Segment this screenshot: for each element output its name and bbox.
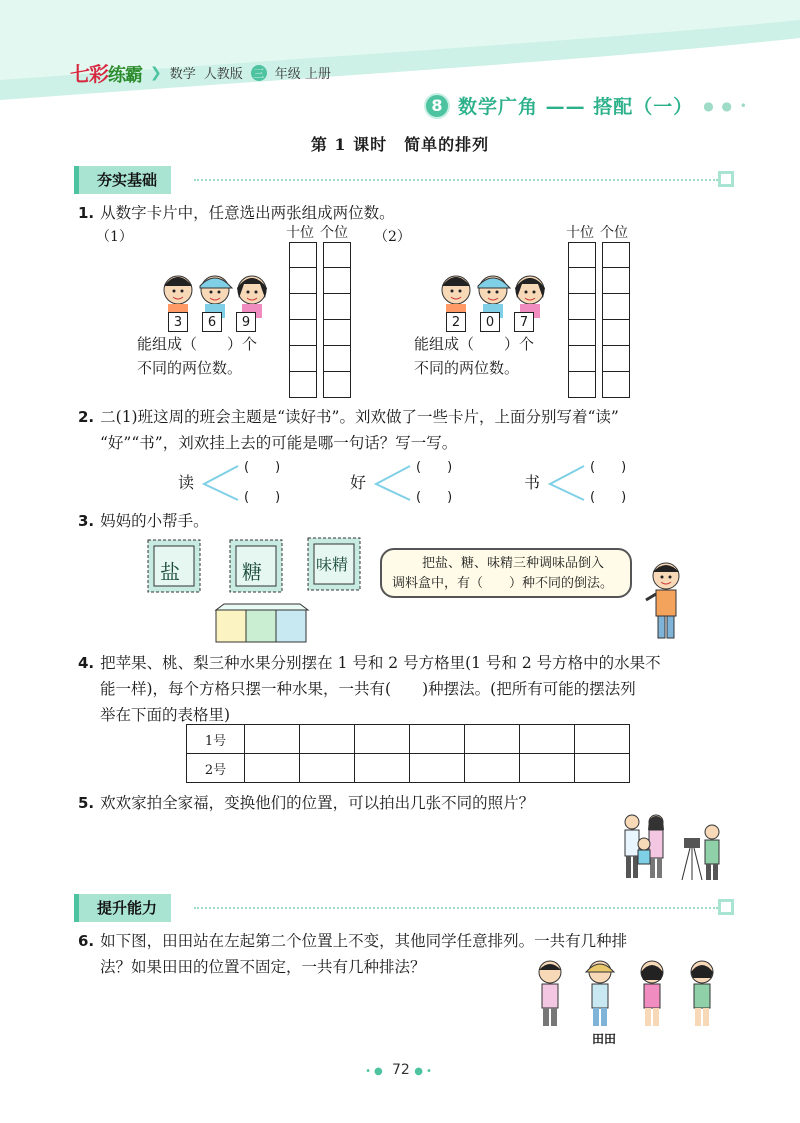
q1-part2-label: （2） xyxy=(374,229,411,245)
brand-logo-sub: 练霸 xyxy=(108,65,142,86)
question-number: 4. xyxy=(78,654,95,672)
family-photo-illustration xyxy=(612,812,728,882)
answer-cell[interactable] xyxy=(568,346,596,372)
table-cell[interactable] xyxy=(575,725,630,754)
section-end-square-icon xyxy=(718,171,734,187)
branch-lines-icon xyxy=(372,462,412,502)
answer-cell[interactable] xyxy=(602,268,630,294)
answer-cell[interactable] xyxy=(568,268,596,294)
digit-cards-1 xyxy=(168,312,256,332)
question-text: 如下图，田田站在左起第二个位置上不变，其他同学任意排列。一共有几种排 xyxy=(100,932,628,950)
digit-card: 9 xyxy=(236,312,256,332)
speech-line: 调料盒中，有（ ）种不同的倒法。 xyxy=(392,576,614,591)
unit-title xyxy=(424,92,749,119)
three-children-illustration xyxy=(160,268,270,318)
question-text: 从数字卡片中，任意选出两张组成两位数。 xyxy=(100,204,395,222)
page-number: 72 xyxy=(391,1062,410,1078)
table-cell[interactable] xyxy=(465,725,520,754)
digit-card: 2 xyxy=(446,312,466,332)
answer-cell[interactable] xyxy=(602,320,630,346)
answer-blank[interactable]: ( ) xyxy=(590,460,627,475)
answer-cell[interactable] xyxy=(568,320,596,346)
section-basic-label: 夯实基础 xyxy=(74,166,171,194)
section-end-square-icon xyxy=(718,899,734,915)
fill-line: 不同的两位数。 xyxy=(137,359,243,377)
ones-header: 个位 xyxy=(320,225,348,241)
fill-line: 能组成（ ）个 xyxy=(414,335,535,353)
table-cell[interactable] xyxy=(465,754,520,783)
fruit-arrangement-table xyxy=(186,724,630,783)
section-divider xyxy=(194,179,718,181)
lesson-title: 第 1 课时 简单的排列 xyxy=(310,135,490,154)
table-cell[interactable] xyxy=(300,754,355,783)
dots-decoration-icon: ●• xyxy=(414,1066,435,1077)
answer-cell[interactable] xyxy=(323,268,351,294)
question-number: 1. xyxy=(78,204,95,222)
ones-header: 个位 xyxy=(600,225,628,241)
unit-title-text: 数学广角 —— 搭配（一） xyxy=(458,96,694,118)
boy-illustration xyxy=(642,560,692,644)
salt-label: 盐 xyxy=(160,560,180,584)
answer-cell[interactable] xyxy=(602,372,630,398)
answer-cell[interactable] xyxy=(289,294,317,320)
chevron-right-icon: ❯ xyxy=(150,64,162,81)
four-students-illustration xyxy=(528,958,728,1030)
table-cell[interactable] xyxy=(520,725,575,754)
table-cell[interactable] xyxy=(355,754,410,783)
answer-blank[interactable]: ( ) xyxy=(590,490,627,505)
question-text: “好”“书”，刘欢挂上去的可能是哪一句话？写一写。 xyxy=(100,434,458,452)
page-number-bar xyxy=(0,1062,800,1078)
question-number: 6. xyxy=(78,932,95,950)
edition-label: 人教版 xyxy=(203,67,243,82)
brand-bar xyxy=(70,58,331,87)
answer-cell[interactable] xyxy=(289,242,317,268)
answer-cell[interactable] xyxy=(323,372,351,398)
seasoning-illustration xyxy=(144,534,374,644)
answer-cell[interactable] xyxy=(602,294,630,320)
table-cell[interactable] xyxy=(575,754,630,783)
tiantian-caption: 田田 xyxy=(592,1032,617,1046)
branch-char: 读 xyxy=(178,473,195,492)
term-label: 年级 上册 xyxy=(274,67,331,82)
answer-cell[interactable] xyxy=(323,294,351,320)
answer-cell[interactable] xyxy=(568,372,596,398)
question-text: 欢欢家拍全家福，变换他们的位置，可以拍出几张不同的照片？ xyxy=(100,794,535,812)
section-advanced-label: 提升能力 xyxy=(74,894,171,922)
answer-cell[interactable] xyxy=(323,320,351,346)
branch-shu xyxy=(524,456,644,506)
answer-cell[interactable] xyxy=(323,346,351,372)
speech-bubble xyxy=(380,548,632,598)
dots-decoration-icon: •● xyxy=(365,1066,392,1077)
digit-card: 0 xyxy=(480,312,500,332)
question-number: 3. xyxy=(78,512,95,530)
branch-char: 书 xyxy=(524,473,541,492)
table-cell[interactable] xyxy=(355,725,410,754)
unit-number-badge: 8 xyxy=(424,93,450,119)
dots-decoration-icon: ● ● • xyxy=(703,98,749,113)
answer-blank[interactable]: ( ) xyxy=(416,460,453,475)
row-header: 1号 xyxy=(187,725,245,754)
table-cell[interactable] xyxy=(245,725,300,754)
branch-lines-icon xyxy=(200,462,240,502)
row-header: 2号 xyxy=(187,754,245,783)
seasoning-box-icon xyxy=(216,604,308,642)
table-cell[interactable] xyxy=(300,725,355,754)
three-children-illustration xyxy=(438,268,548,318)
table-row xyxy=(187,725,630,754)
table-cell[interactable] xyxy=(520,754,575,783)
answer-cell[interactable] xyxy=(568,242,596,268)
question-4 xyxy=(78,650,728,728)
ones-column-1 xyxy=(323,242,351,398)
question-text: 法？如果田田的位置不固定，一共有几种排法？ xyxy=(100,958,426,976)
tens-column-1 xyxy=(289,242,317,398)
fill-line: 能组成（ ）个 xyxy=(137,335,258,353)
fill-line: 不同的两位数。 xyxy=(414,359,520,377)
speech-line: 把盐、糖、味精三种调味品倒入 xyxy=(422,556,605,571)
table-cell[interactable] xyxy=(410,754,465,783)
tens-header: 十位 xyxy=(566,225,594,241)
answer-cell[interactable] xyxy=(323,242,351,268)
answer-blank[interactable]: ( ) xyxy=(244,460,281,475)
answer-cell[interactable] xyxy=(289,320,317,346)
answer-cell[interactable] xyxy=(602,242,630,268)
answer-blank[interactable]: ( ) xyxy=(416,490,453,505)
answer-cell[interactable] xyxy=(289,372,317,398)
brand-logo xyxy=(70,58,142,87)
branch-hao xyxy=(350,456,470,506)
question-5 xyxy=(78,790,534,816)
answer-cell[interactable] xyxy=(568,294,596,320)
msg-label: 味精 xyxy=(316,555,349,574)
question-number: 2. xyxy=(78,408,95,426)
digit-card: 6 xyxy=(202,312,222,332)
answer-cell[interactable] xyxy=(289,346,317,372)
answer-blank[interactable]: ( ) xyxy=(244,490,281,505)
question-text: 二(1)班这周的班会主题是“读好书”。刘欢做了一些卡片，上面分别写着“读” xyxy=(100,408,619,426)
table-cell[interactable] xyxy=(410,725,465,754)
sugar-label: 糖 xyxy=(242,560,262,584)
answer-cell[interactable] xyxy=(289,268,317,294)
question-number: 5. xyxy=(78,794,95,812)
q1-part1-answer xyxy=(137,332,257,380)
tens-column-2 xyxy=(568,242,596,398)
q1-part2-answer xyxy=(414,332,534,380)
subject-label: 数学 xyxy=(169,67,196,82)
question-text: 举在下面的表格里) xyxy=(100,706,231,724)
digit-cards-2 xyxy=(446,312,534,332)
branch-lines-icon xyxy=(546,462,586,502)
brand-logo-main: 七彩 xyxy=(70,62,108,86)
section-divider xyxy=(194,907,718,909)
q1-part1-label: （1） xyxy=(96,229,133,245)
answer-cell[interactable] xyxy=(602,346,630,372)
digit-card: 3 xyxy=(168,312,188,332)
tens-header: 十位 xyxy=(286,225,314,241)
branch-char: 好 xyxy=(350,473,367,492)
grade-badge: 三 xyxy=(251,65,267,81)
question-text: 妈妈的小帮手。 xyxy=(100,512,209,530)
question-3 xyxy=(78,508,209,534)
question-2 xyxy=(78,404,728,456)
ones-column-2 xyxy=(602,242,630,398)
table-cell[interactable] xyxy=(245,754,300,783)
branch-du xyxy=(178,456,298,506)
section-advanced xyxy=(74,894,734,922)
table-row xyxy=(187,754,630,783)
question-text: 把苹果、桃、梨三种水果分别摆在 1 号和 2 号方格里(1 号和 2 号方格中的水果不 xyxy=(100,654,661,672)
digit-card: 7 xyxy=(514,312,534,332)
question-text: 能一样)，每个方格只摆一种水果，一共有( )种摆法。(把所有可能的摆法列 xyxy=(100,680,636,698)
section-basic xyxy=(74,166,734,194)
